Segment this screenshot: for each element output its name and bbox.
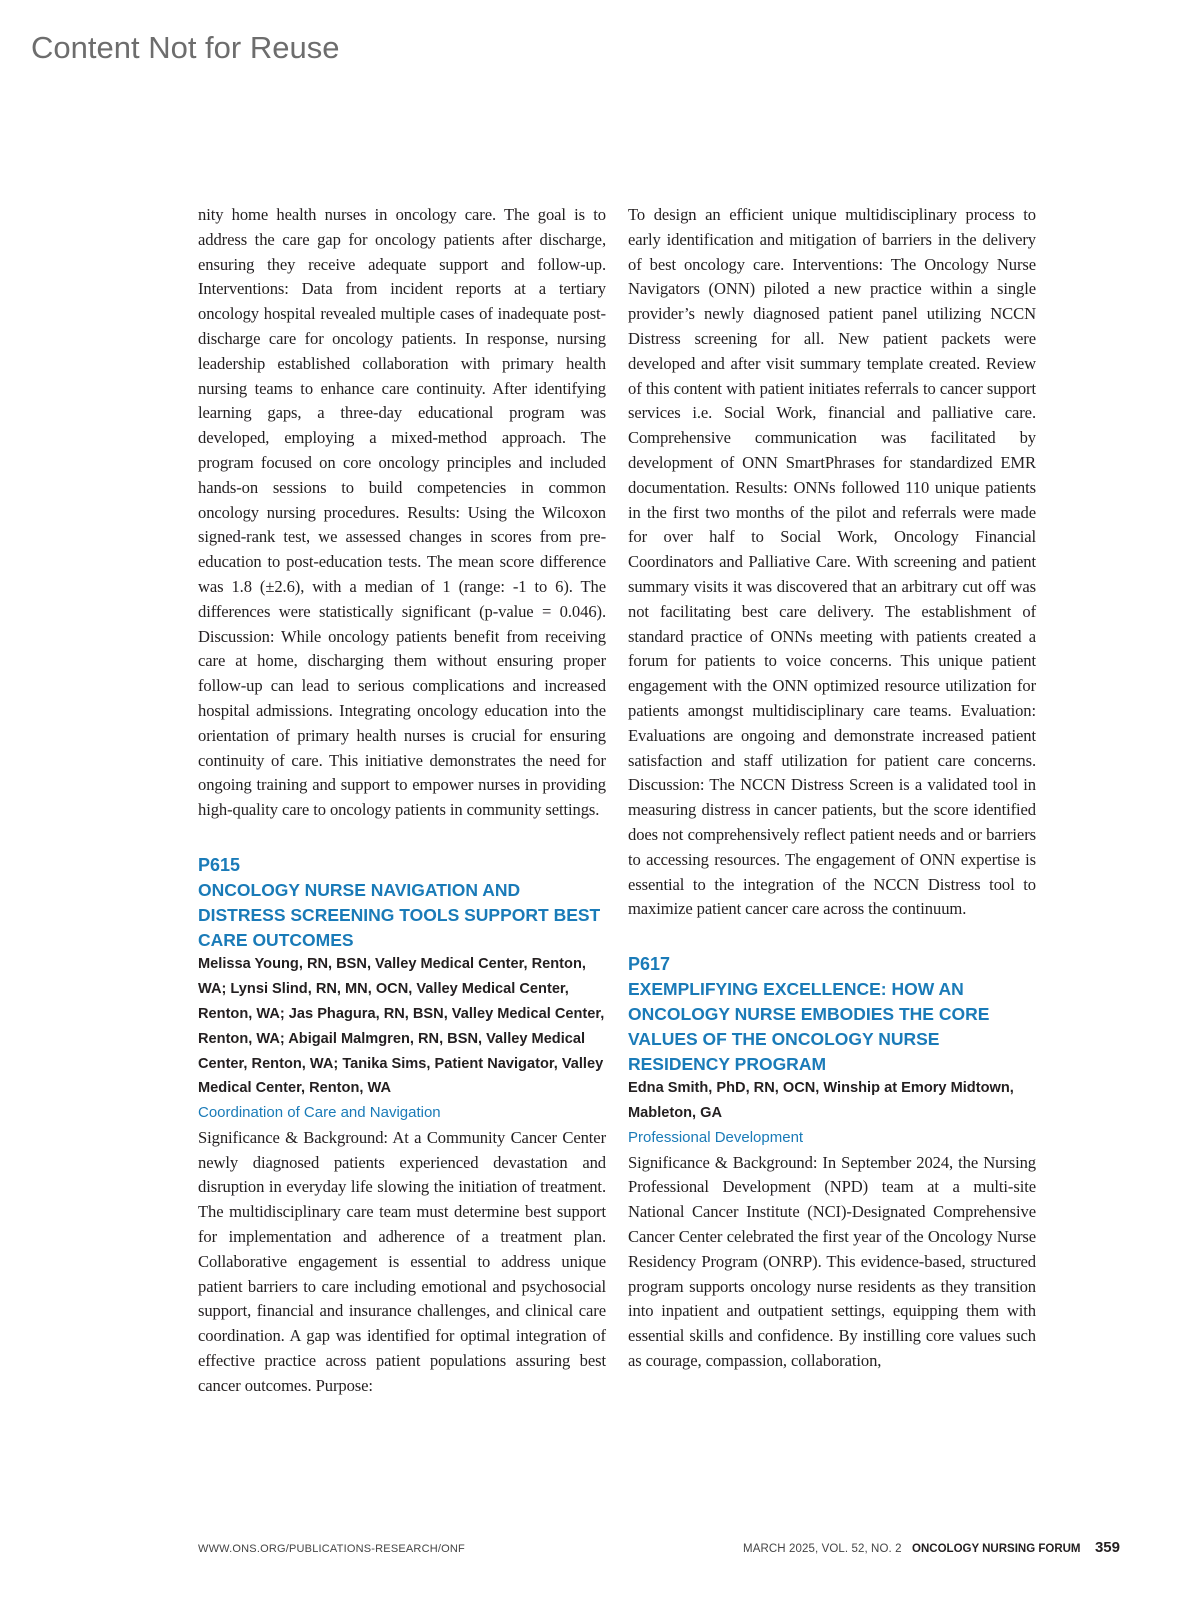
abstract-id: P615	[198, 854, 241, 875]
abstract-title: ONCOLOGY NURSE NAVIGATION AND DISTRESS SCREENING TOOLS SUPPORT BEST CARE OUTCOMES	[198, 879, 601, 950]
right-column	[628, 203, 1036, 1374]
footer-journal: ONCOLOGY NURSING FORUM	[912, 1543, 1081, 1555]
abstract-p617	[628, 952, 1036, 1374]
abstract-authors: Edna Smith, PhD, RN, OCN, Winship at Emory Midtown, Mableton, GA	[628, 1080, 1014, 1122]
continued-text: To design an efficient unique multidisciplinary process to early identification and mitigation of barriers in the delivery of best oncology care. Interventions: The Oncology Nurse Navigators (ONN) piloted a new practice within a single provider’s newly diagnosed patient panel utilizing NCCN Distress screening for all. New patient packets were developed and after visit summary template created. Review of this content with patient initiates referrals to cancer support services i.e. Social Work, financial and palliative care. Comprehensive communication was facilitated by development of ONN SmartPhrases for standardized EMR documentation. Results: ONNs followed 110 unique patients in the first two months of the pilot and referrals were made for over half to Social Work, Oncology Financial Coordinators and Palliative Care. With screening and patient summary visits it was discovered that an arbitrary cut off was not facilitating best care delivery. The establishment of standard practice of ONNs meeting with patients created a forum for patients to voice concerns. This unique patient engagement with the ONN optimized resource utilization for patients amongst multidisciplinary care teams. Evaluation: Evaluations are ongoing and demonstrate increased patient satisfaction and staff utilization for patient care concerns. Discussion: The NCCN Distress Screen is a validated tool in measuring distress in cancer patients, but the score identified does not comprehensively reflect patient needs and or barriers to accessing resources. The engagement of ONN expertise is essential to the integration of the NCCN Distress tool to maximize patient cancer care across the continuum.	[628, 205, 1036, 919]
abstract-category: Coordination of Care and Navigation	[198, 1104, 441, 1122]
abstract-body: Significance & Background: At a Community Cancer Center newly diagnosed patients experienced devastation and disruption in everyday life slowing the initiation of treatment. The multidisciplinary care team must determine best support for implementation and adherence of a treatment plan. Collaborative engagement is essential to address unique patient barriers to care including emotional and psychosocial support, financial and insurance challenges, and clinical care coordination. A gap was identified for optimal integration of effective practice across patient populations assuring best cancer outcomes. Purpose:	[198, 1127, 606, 1395]
page-number: 359	[1094, 1539, 1120, 1556]
abstract-p615	[198, 853, 606, 1399]
footer-info	[743, 1539, 1120, 1557]
abstract-category: Professional Development	[628, 1128, 804, 1146]
abstract-title: EXEMPLIFYING EXCELLENCE: HOW AN ONCOLOGY NURSE EMBODIES THE CORE VALUES OF THE ONCOLOGY NURSE RESIDENCY PROGRAM	[628, 979, 990, 1074]
continued-text: nity home health nurses in oncology care. The goal is to address the care gap for oncology patients after discharge, ensuring they receive adequate support and follow-up. Interventions: Data from incident reports at a tertiary oncology hospital revealed multiple cases of inadequate post-discharge care for oncology patients. In response, nursing leadership established collaboration with primary health nursing teams to enhance care continuity. After identifying learning gaps, a three-day educational program was developed, employing a mixed-method approach. The program focused on core oncology principles and included hands-on sessions to build competencies in common oncology nursing procedures. Results: Using the Wilcoxon signed-rank test, we assessed changes in scores from pre-education to post-education tests. The mean score difference was 1.8 (±2.6), with a median of 1 (range: -1 to 6). The differences were statistically significant (p-value = 0.046). Discussion: While oncology patients benefit from receiving care at home, discharging them without ensuring proper follow-up can lead to serious complications and increased hospital admissions. Integrating oncology education into the orientation of primary health nurses is crucial for ensuring continuity of care. This initiative demonstrates the need for ongoing training and support to empower nurses in providing high-quality care to oncology patients in community settings.	[198, 205, 606, 820]
abstract-body: Significance & Background: In September 2024, the Nursing Professional Development (NPD) team at a multi-site National Cancer Institute (NCI)-Designated Comprehensive Cancer Center celebrated the first year of the Oncology Nurse Residency Program (ONRP). This evidence-based, structured program supports oncology nurse residents as they transition into inpatient and outpatient settings, equipping them with essential skills and confidence. By instilling core values such as courage, compassion, collaboration,	[628, 1152, 1036, 1371]
footer-url: WWW.ONS.ORG/PUBLICATIONS-RESEARCH/ONF	[198, 1543, 465, 1555]
left-column	[198, 203, 606, 1399]
watermark: Content Not for Reuse	[31, 30, 340, 65]
abstract-id: P617	[628, 954, 671, 975]
abstract-authors: Melissa Young, RN, BSN, Valley Medical Center, Renton, WA; Lynsi Slind, RN, MN, OCN, Valley Medical Center, Renton, WA; Jas Phagura, RN, BSN, Valley Medical Center, Renton, WA; Abigail Malmgren, RN, BSN, Valley Medical Center, Renton, WA; Tanika Sims, Patient Navigator, Valley Medical Center, Renton, WA	[198, 956, 605, 1097]
footer-issue: MARCH 2025, VOL. 52, NO. 2	[743, 1543, 902, 1555]
